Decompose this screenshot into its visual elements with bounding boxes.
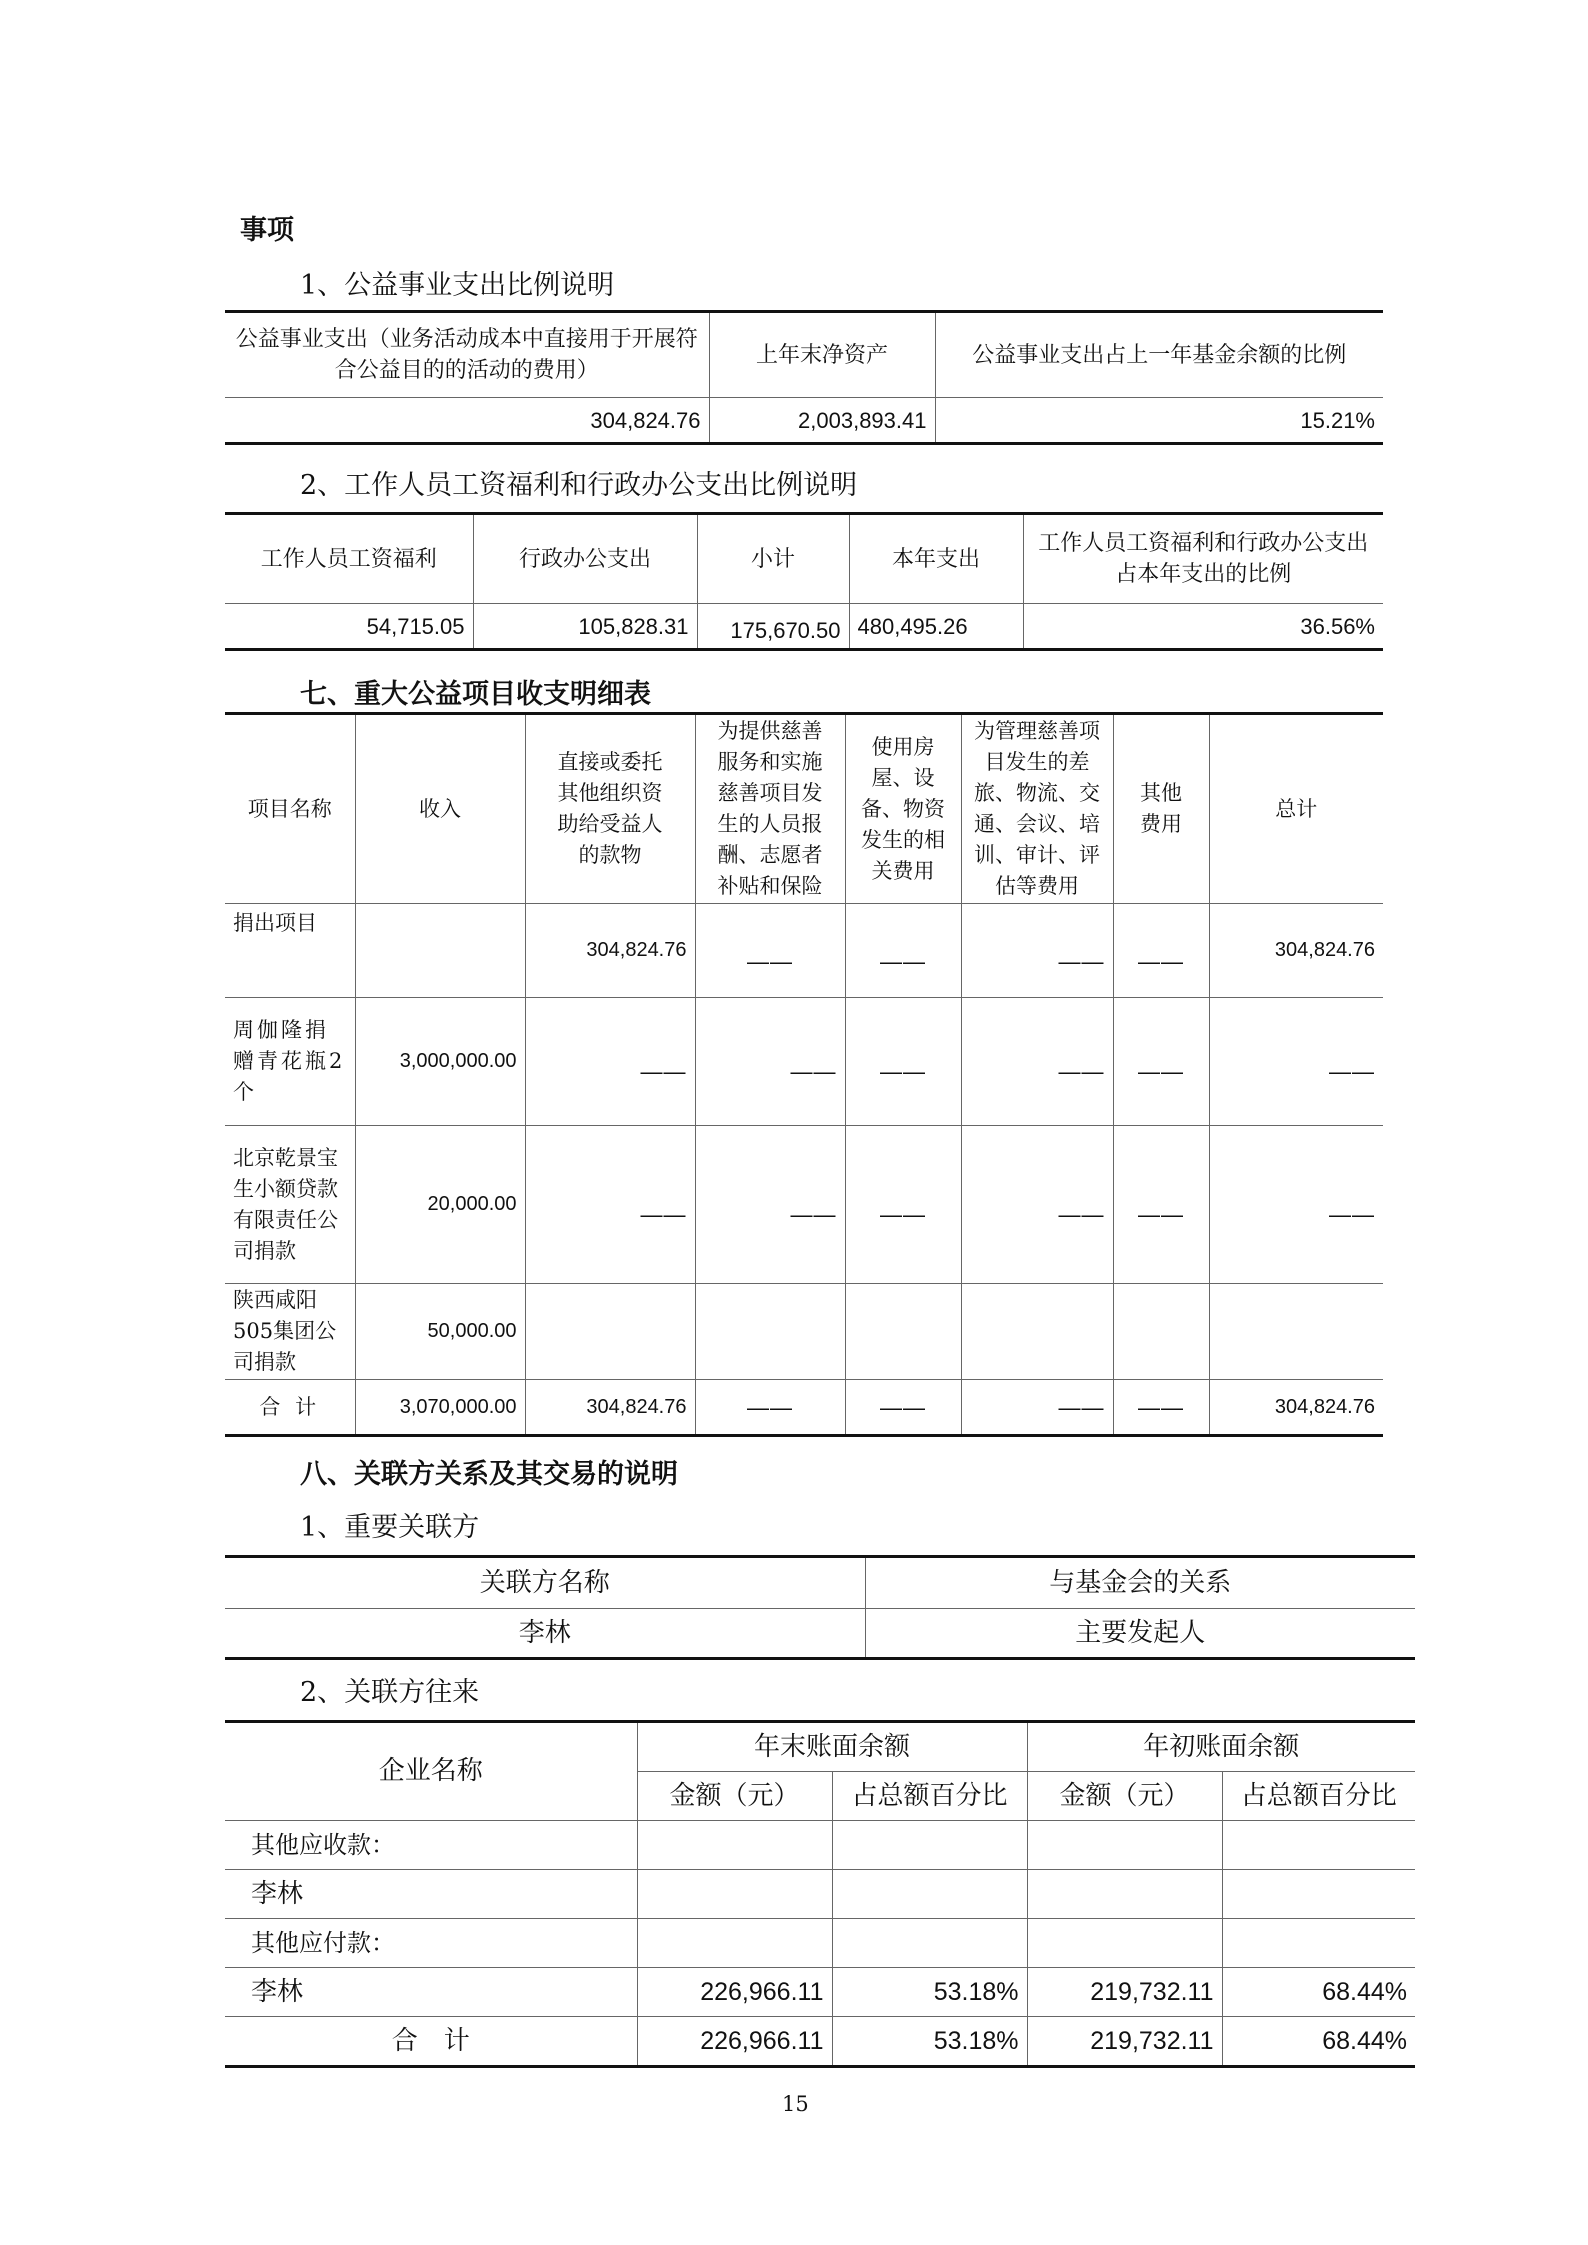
col-header-begin-percent: 占总额百分比 [1222,1772,1415,1821]
income: 20,000.00 [355,1126,525,1284]
col-header-charity-expense: 公益事业支出（业务活动成本中直接用于开展符合公益目的的活动的费用） [225,312,709,398]
col-header-year-end: 年末账面余额 [637,1722,1027,1772]
sum-end-percent: 53.18% [832,2017,1027,2067]
table-row [225,1919,1415,1968]
row-label-receivable-name: 李林 [225,1870,637,1919]
col-header-other: 其他费用 [1113,714,1209,904]
table-row [225,1870,1415,1919]
table-row [225,1126,1383,1284]
sum-facilities: —— [845,1380,961,1436]
total: —— [1209,998,1383,1126]
section-heading-1: 1、公益事业支出比例说明 [300,270,615,301]
col-header-facilities: 使用房屋、设备、物资发生的相关费用 [845,714,961,904]
total: 304,824.76 [1209,904,1383,998]
section-heading-8: 八、关联方关系及其交易的说明 [300,1459,678,1490]
payable-begin-percent: 68.44% [1222,1968,1415,2017]
sum-income: 3,070,000.00 [355,1380,525,1436]
personnel [695,1284,845,1380]
personnel: —— [695,998,845,1126]
management: —— [961,904,1113,998]
payable-end-amount: 226,966.11 [637,1968,832,2017]
project-name: 周伽隆捐赠青花瓶2个 [225,998,355,1126]
section-heading-8-2: 2、关联方往来 [300,1677,480,1708]
sum-label: 合 计 [225,2017,637,2067]
table-row [225,998,1383,1126]
page-title: 事项 [240,215,294,246]
section-heading-2: 2、工作人员工资福利和行政办公支出比例说明 [300,470,858,501]
other [1113,1284,1209,1380]
value-ratio: 15.21% [935,398,1383,444]
other: —— [1113,1126,1209,1284]
sum-personnel: —— [695,1380,845,1436]
col-header-annual: 本年支出 [849,514,1023,604]
other: —— [1113,998,1209,1126]
sum-other: —— [1113,1380,1209,1436]
col-header-party-name: 关联方名称 [225,1557,865,1609]
other: —— [1113,904,1209,998]
col-header-personnel: 为提供慈善服务和实施慈善项目发生的人员报酬、志愿者补贴和保险 [695,714,845,904]
col-header-end-amount: 金额（元） [637,1772,832,1821]
facilities: —— [845,1126,961,1284]
row-label-receivable: 其他应收款： [225,1821,637,1870]
management: —— [961,1126,1113,1284]
col-header-admin: 行政办公支出 [473,514,697,604]
value-salary: 54,715.05 [225,604,473,650]
col-header-company: 企业名称 [225,1722,637,1821]
direct [525,1284,695,1380]
facilities: —— [845,998,961,1126]
sum-end-amount: 226,966.11 [637,2017,832,2067]
col-header-year-begin: 年初账面余额 [1027,1722,1415,1772]
payable-begin-amount: 219,732.11 [1027,1968,1222,2017]
sum-management: —— [961,1380,1113,1436]
payable-end-percent: 53.18% [832,1968,1027,2017]
direct: —— [525,998,695,1126]
charity-expense-ratio-table [225,310,1383,445]
col-header-income: 收入 [355,714,525,904]
value-annual: 480,495.26 [849,604,1023,650]
table-row [225,1968,1415,2017]
income: 50,000.00 [355,1284,525,1380]
party-name: 李林 [225,1609,865,1659]
page-number: 15 [782,2092,809,2116]
value-net-assets: 2,003,893.41 [709,398,935,444]
table-row [225,1284,1383,1380]
sum-direct: 304,824.76 [525,1380,695,1436]
col-header-net-assets: 上年末净资产 [709,312,935,398]
table-row-total [225,2017,1415,2067]
party-relation: 主要发起人 [865,1609,1415,1659]
table-row [225,904,1383,998]
table-row [225,1821,1415,1870]
section-heading-8-1: 1、重要关联方 [300,1512,480,1543]
project-name: 北京乾景宝生小额贷款有限责任公司捐款 [225,1126,355,1284]
direct: —— [525,1126,695,1284]
management [961,1284,1113,1380]
col-header-begin-amount: 金额（元） [1027,1772,1222,1821]
section-heading-7: 七、重大公益项目收支明细表 [300,679,651,710]
total: —— [1209,1126,1383,1284]
table-row [225,1609,1415,1659]
sum-label: 合 计 [225,1380,355,1436]
col-header-total: 总计 [1209,714,1383,904]
income: 3,000,000.00 [355,998,525,1126]
row-label-payable: 其他应付款： [225,1919,637,1968]
col-header-ratio: 工作人员工资福利和行政办公支出占本年支出的比例 [1023,514,1383,604]
value-ratio: 36.56% [1023,604,1383,650]
total [1209,1284,1383,1380]
admin-expense-ratio-table [225,512,1383,651]
col-header-subtotal: 小计 [697,514,849,604]
income [355,904,525,998]
sum-begin-amount: 219,732.11 [1027,2017,1222,2067]
row-label-payable-name: 李林 [225,1968,637,2017]
value-admin: 105,828.31 [473,604,697,650]
related-party-table [225,1555,1415,1660]
value-subtotal: 175,670.50 [697,604,849,650]
personnel: —— [695,1126,845,1284]
facilities [845,1284,961,1380]
table-row-total [225,1380,1383,1436]
col-header-ratio: 公益事业支出占上一年基金余额的比例 [935,312,1383,398]
facilities: —— [845,904,961,998]
col-header-management: 为管理慈善项目发生的差旅、物流、交通、会议、培训、审计、评估等费用 [961,714,1113,904]
project-name: 陕西咸阳505集团公司捐款 [225,1284,355,1380]
major-project-table [225,712,1383,1437]
col-header-relation: 与基金会的关系 [865,1557,1415,1609]
direct: 304,824.76 [525,904,695,998]
sum-begin-percent: 68.44% [1222,2017,1415,2067]
col-header-project-name: 项目名称 [225,714,355,904]
col-header-salary: 工作人员工资福利 [225,514,473,604]
col-header-end-percent: 占总额百分比 [832,1772,1027,1821]
project-name: 捐出项目 [225,904,355,998]
col-header-direct: 直接或委托其他组织资助给受益人的款物 [525,714,695,904]
personnel: —— [695,904,845,998]
management: —— [961,998,1113,1126]
related-party-balance-table [225,1720,1415,2068]
value-charity-expense: 304,824.76 [225,398,709,444]
sum-total: 304,824.76 [1209,1380,1383,1436]
